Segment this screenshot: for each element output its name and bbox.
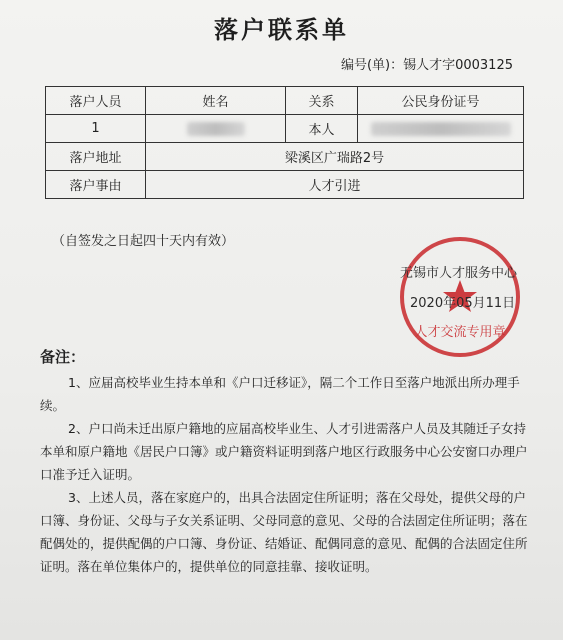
seal-bottom-text: 人才交流专用章 [414,325,506,340]
document-number: 编号(单)：锡人才字0003125 [340,58,513,73]
table-header-row [46,87,524,115]
row-relation: 本人 [286,115,358,143]
header-name: 姓名 [146,87,286,115]
header-id-number: 公民身份证号 [358,87,524,115]
reason-label: 落户事由 [46,171,146,199]
notes-section [40,346,530,578]
info-table [45,86,524,199]
address-value: 梁溪区广瑞路2号 [146,143,524,171]
address-row [46,143,524,171]
reason-row [46,171,524,199]
name-cell-redacted [146,115,286,143]
table-row [46,115,524,143]
notes-title: 备注： [40,348,86,366]
note-item: 2、户口尚未迁出原户籍地的应届高校毕业生、人才引进需落户人员及其随迁子女持本单和原户籍地《居民户口簿》或户籍资料证明到落户地区行政服务中心公安窗口办理户口准予迁入证明。 [40,421,528,482]
address-label: 落户地址 [46,143,146,171]
document-title: 落户联系单 [214,16,349,44]
reason-value: 人才引进 [146,171,524,199]
validity-note: （自签发之日起四十天内有效） [52,234,235,249]
id-cell-redacted [358,115,524,143]
stamp-org-line: 无锡市人才服务中心 [400,266,518,281]
row-index: 1 [46,115,146,143]
note-item: 3、上述人员，落在家庭户的，出具合法固定住所证明；落在父母处，提供父母的户口簿、身份证、父母与子女关系证明、父母同意的意见、父母的合法固定住所证明；落在配偶处的，提供配偶的户口簿、身份证、结婚证、配偶同意的意见、配偶的合法固定住所证明。落在单位集体户的，提供单位的同意挂靠、接收证明。 [40,490,528,574]
note-item: 1、应届高校毕业生持本单和《户口迁移证》，隔二个工作日至落户地派出所办理手续。 [40,375,520,413]
header-person: 落户人员 [46,87,146,115]
header-relation: 关系 [286,87,358,115]
redaction-blur [187,122,245,136]
redaction-blur [371,122,511,136]
stamp-date: 2020年05月11日 [410,296,516,311]
